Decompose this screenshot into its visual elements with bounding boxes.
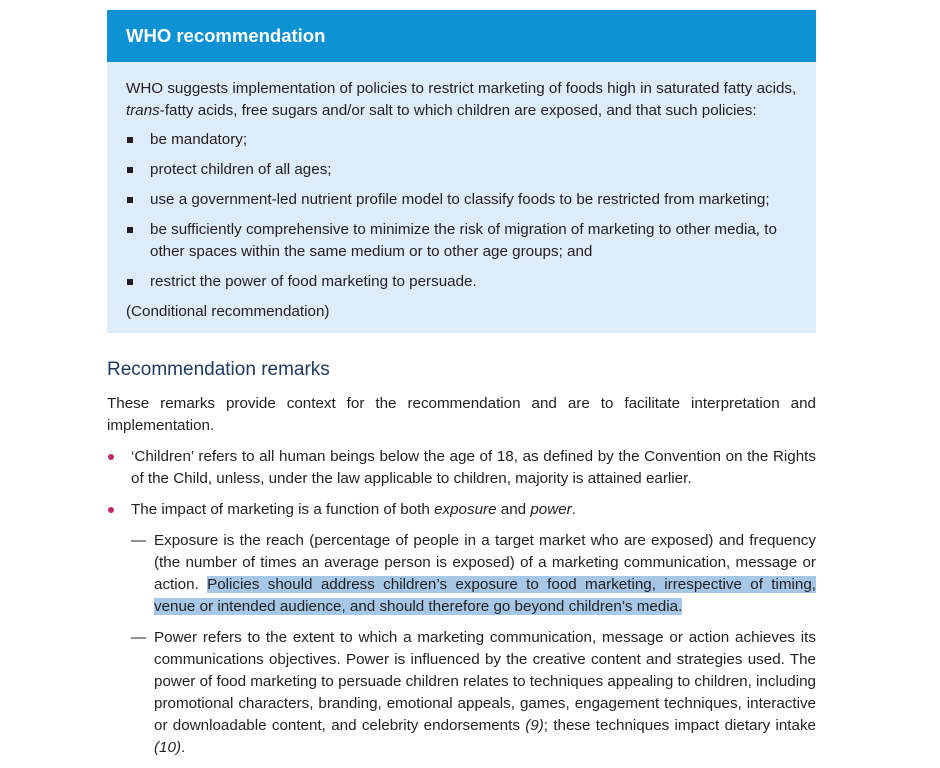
sub-remarks-list: [131, 530, 816, 759]
square-bullet-icon: [127, 279, 133, 285]
list-item: restrict the power of food marketing to persuade.: [126, 271, 802, 293]
square-bullet-icon: [127, 137, 133, 143]
recommendation-list: [126, 129, 802, 293]
list-item: ‘Children’ refers to all human beings below the age of 18, as defined by the Convention on the Rights of the Child, unless, under the law applicable to children, majority is attained earlier.: [107, 446, 816, 490]
highlighted-text: Policies should address children’s exposure to food marketing, irrespective of timing, venue or intended audience, and should therefore go beyond children’s media.: [154, 576, 816, 615]
recommendation-header: [107, 10, 816, 62]
recommendation-body: [107, 62, 816, 333]
square-bullet-icon: [127, 197, 133, 203]
recommendation-title: WHO recommendation: [126, 25, 326, 46]
list-item: protect children of all ages;: [126, 159, 802, 181]
list-item: The impact of marketing is a function of both exposure and power.: [107, 499, 816, 521]
square-bullet-icon: [127, 167, 133, 173]
dash-bullet: —: [131, 629, 147, 646]
list-item: be mandatory;: [126, 129, 802, 151]
list-item: — Exposure is the reach (percentage of people in a target market who are exposed) and frequency (the number of times an average person is exposed) of a marketing communication, message or action. Policies should address children’s exposure to food marketing, irrespective of timing, venue or intended audience, and should therefore go beyond children’s media.: [131, 532, 816, 615]
bullet-dot-icon: [108, 454, 114, 460]
remarks-intro: These remarks provide context for the recommendation and are to facilitate interpretation and implementation.: [107, 395, 816, 434]
recommendation-intro: WHO suggests implementation of policies to restrict marketing of foods high in saturated fatty acids, trans-fatty acids, free sugars and/or salt to which children are exposed, and that such policies:: [126, 80, 797, 119]
square-bullet-icon: [127, 227, 133, 233]
bullet-dot-icon: [108, 507, 114, 513]
dash-bullet: —: [131, 532, 147, 549]
list-item: — Power refers to the extent to which a marketing communication, message or action achieves its communications objectives. Power is influenced by the creative content and strategies used. The power of food marketing to persuade children relates to techniques appealing to children, including promotional characters, branding, emotional appeals, games, engagement techniques, interactive or downloadable content, and celebrity endorsements (9); these techniques impact dietary intake (10).: [131, 629, 816, 756]
remarks-content: [107, 393, 816, 768]
remarks-list: [107, 446, 816, 521]
list-item: use a government-led nutrient profile model to classify foods to be restricted from marketing;: [126, 189, 802, 211]
list-item: be sufficiently comprehensive to minimize the risk of migration of marketing to other media, to other spaces within the same medium or to other age groups; and: [126, 219, 802, 263]
who-recommendation-box: [107, 10, 816, 333]
recommendation-note: (Conditional recommendation): [126, 303, 330, 320]
section-title: Recommendation remarks: [107, 359, 330, 380]
